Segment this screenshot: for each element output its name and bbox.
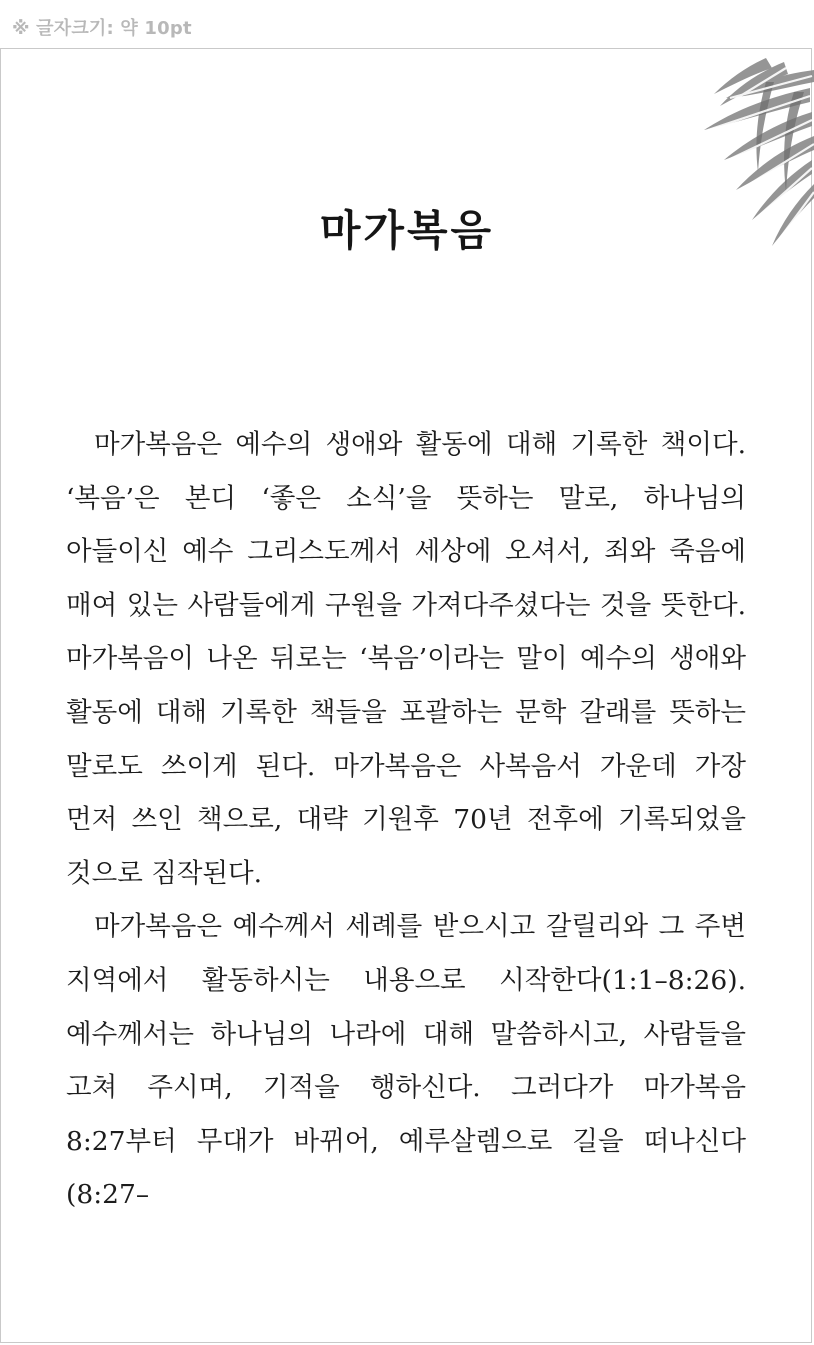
paragraph-2: 마가복음은 예수께서 세례를 받으시고 갈릴리와 그 주변 지역에서 활동하시는 내용으로 시작한다(1:1–8:26). 예수께서는 하나님의 나라에 대해 말씀하시고, 사람들을 고쳐 주시며, 기적을 행하신다. 그러다가 마가복음 8:27부터 무대가 바뀌어, 예루살렘으로 길을 떠나신다(8:27– xyxy=(66,911,746,1211)
body-text xyxy=(66,418,746,1222)
chapter-title: 마가복음 xyxy=(319,206,495,255)
paragraph-1: 마가복음은 예수의 생애와 활동에 대해 기록한 책이다. ‘복음’은 본디 ‘좋은 소식’을 뜻하는 말로, 하나님의 아들이신 예수 그리스도께서 세상에 오셔서, 죄와 죽음에 매여 있는 사람들에게 구원을 가져다주셨다는 것을 뜻한다. 마가복음이 나온 뒤로는 ‘복음’이라는 말이 예수의 생애와 활동에 대해 기록한 책들을 포괄하는 문학 갈래를 뜻하는 말로도 쓰이게 된다. 마가복음은 사복음서 가운데 가장 먼저 쓰인 책으로, 대략 기원후 70년 전후에 기록되었을 것으로 짐작된다. xyxy=(66,429,746,889)
font-size-note: ※ 글자크기: 약 10pt xyxy=(12,18,192,39)
